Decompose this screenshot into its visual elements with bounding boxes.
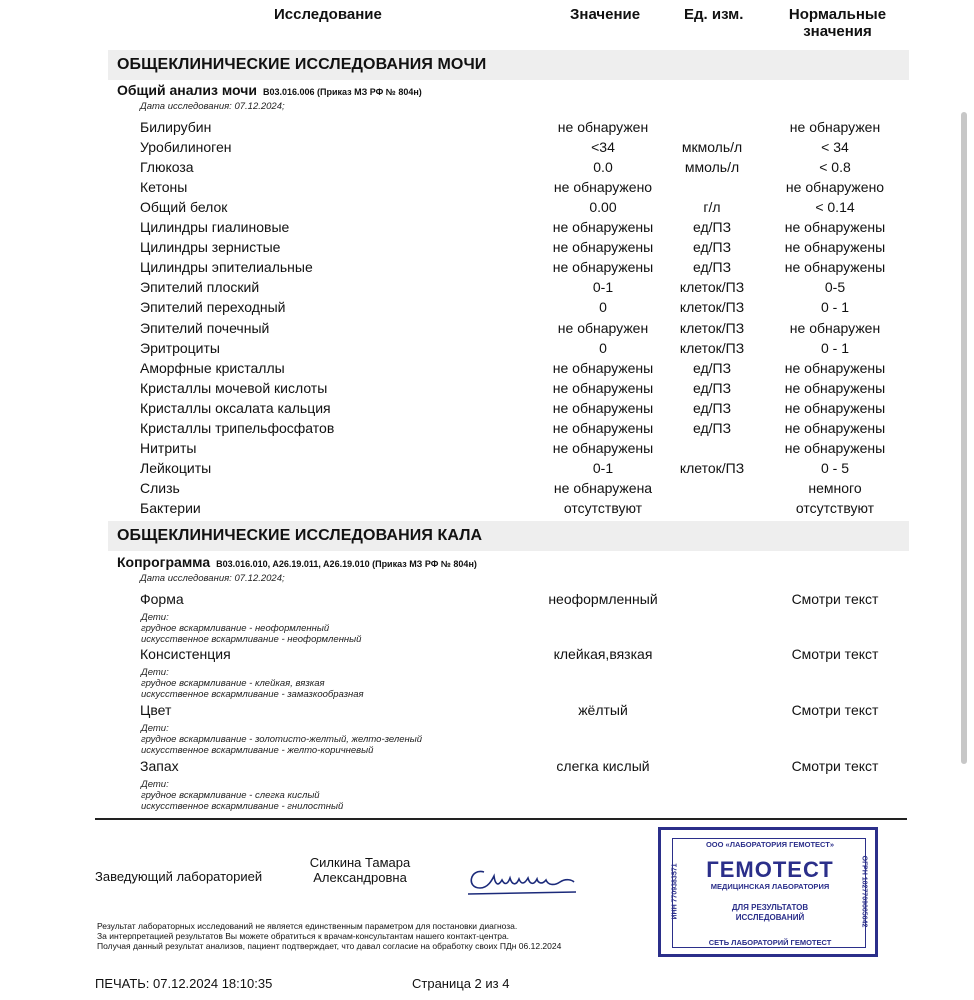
lab-stamp-inner-frame xyxy=(672,838,866,948)
stamp-top-text: ООО «ЛАБОРАТОРИЯ ГЕМОТЕСТ» xyxy=(705,840,835,849)
result-name: Эпителий плоский xyxy=(140,279,260,296)
result-name: Нитриты xyxy=(140,439,197,456)
result-norm: Смотри текст xyxy=(791,591,879,607)
result-value: клейкая,вязкая xyxy=(553,646,653,662)
urine-test-date: Дата исследования: 07.12.2024; xyxy=(140,101,285,112)
result-name: Эпителий почечный xyxy=(140,319,270,336)
result-note-line: Дети: xyxy=(141,612,169,623)
result-value: отсутствуют xyxy=(563,499,643,516)
stamp-subtitle: МЕДИЦИНСКАЯ ЛАБОРАТОРИЯ xyxy=(710,882,830,891)
result-unit: клеток/ПЗ xyxy=(679,279,745,296)
scrollbar[interactable] xyxy=(961,112,967,764)
stool-test-name: Копрограмма xyxy=(117,554,211,570)
result-note-line: Дети: xyxy=(141,667,169,678)
result-note-line: искусственное вскармливание - замазкообразная xyxy=(141,689,364,700)
result-name: Консистенция xyxy=(140,646,231,662)
disclaimer-line-2: За интерпретацией результатов Вы можете обратиться к врачам-консультантам нашего контакт-центра. xyxy=(97,931,510,941)
stamp-inn: ИНН 7709383571 xyxy=(671,863,679,920)
result-norm: Смотри текст xyxy=(791,646,879,662)
result-norm: не обнаружены xyxy=(784,439,886,456)
result-name: Запах xyxy=(140,758,179,774)
result-value: <34 xyxy=(591,139,615,156)
result-value: 0-1 xyxy=(592,279,614,296)
result-value: не обнаружены xyxy=(552,259,654,276)
result-value: не обнаружены xyxy=(552,399,654,416)
stamp-mid-1: ДЛЯ РЕЗУЛЬТАТОВ xyxy=(731,903,809,912)
result-norm: не обнаружены xyxy=(784,419,886,436)
result-name: Кристаллы оксалата кальция xyxy=(140,399,331,416)
result-unit: ед/ПЗ xyxy=(692,419,732,436)
result-name: Кетоны xyxy=(140,179,188,196)
result-name: Форма xyxy=(140,591,184,607)
result-value: 0 xyxy=(599,299,607,316)
result-name: Слизь xyxy=(140,479,180,496)
result-note-line: грудное вскармливание - неоформленный xyxy=(141,623,330,634)
result-note-line: искусственное вскармливание - неоформленный xyxy=(141,634,362,645)
result-value: 0.00 xyxy=(589,199,617,216)
result-name: Лейкоциты xyxy=(140,459,212,476)
table-row xyxy=(0,460,974,480)
table-row xyxy=(0,591,974,611)
result-name: Цилиндры гиалиновые xyxy=(140,219,290,236)
stamp-bottom-text: СЕТЬ ЛАБОРАТОРИЙ ГЕМОТЕСТ xyxy=(708,938,832,947)
stool-test-date: Дата исследования: 07.12.2024; xyxy=(140,573,285,584)
result-name: Бактерии xyxy=(140,499,201,516)
result-name: Цвет xyxy=(140,702,172,718)
print-timestamp: ПЕЧАТЬ: 07.12.2024 18:10:35 xyxy=(95,976,273,991)
table-row xyxy=(0,119,974,139)
table-row xyxy=(0,179,974,199)
table-row xyxy=(0,480,974,500)
head-of-lab-label: Заведующий лабораторией xyxy=(95,869,263,884)
table-row xyxy=(0,702,974,722)
result-name: Цилиндры зернистые xyxy=(140,239,281,256)
table-row xyxy=(0,380,974,400)
page-number: Страница 2 из 4 xyxy=(412,976,510,991)
result-value: жёлтый xyxy=(578,702,628,718)
result-norm: 0 - 1 xyxy=(820,299,849,316)
result-name: Эпителий переходный xyxy=(140,299,286,316)
section-urine-title: ОБЩЕКЛИНИЧЕСКИЕ ИССЛЕДОВАНИЯ МОЧИ xyxy=(108,50,909,80)
result-value: не обнаружены xyxy=(552,359,654,376)
result-norm: не обнаружен xyxy=(789,319,881,336)
result-norm: < 0.8 xyxy=(819,159,851,176)
result-norm: 0 - 1 xyxy=(820,339,849,356)
disclaimer-line-3: Получая данный результат анализов, пациент подтверждает, что давал согласие на обработку своих ПДн 06.12.2024 xyxy=(97,941,562,951)
result-value: не обнаружены xyxy=(552,219,654,236)
stool-test-title xyxy=(117,554,477,570)
table-row xyxy=(0,420,974,440)
result-name: Общий белок xyxy=(140,199,228,216)
table-row xyxy=(0,199,974,219)
section-stool-title: ОБЩЕКЛИНИЧЕСКИЕ ИССЛЕДОВАНИЯ КАЛА xyxy=(108,521,909,551)
result-name: Кристаллы трипельфосфатов xyxy=(140,419,335,436)
result-unit: клеток/ПЗ xyxy=(679,339,745,356)
result-unit: г/л xyxy=(703,199,721,216)
result-norm: не обнаружены xyxy=(784,259,886,276)
stamp-mid-2: ИССЛЕДОВАНИЙ xyxy=(735,913,805,922)
result-name: Аморфные кристаллы xyxy=(140,359,285,376)
result-norm: Смотри текст xyxy=(791,758,879,774)
result-value: не обнаружена xyxy=(553,479,653,496)
table-row xyxy=(0,646,974,666)
result-unit: клеток/ПЗ xyxy=(679,459,745,476)
footer-divider xyxy=(95,818,907,820)
result-value: не обнаружено xyxy=(553,179,653,196)
table-row xyxy=(0,340,974,360)
stool-test-code: B03.016.010, A26.19.011, A26.19.010 (Приказ МЗ РФ № 804н) xyxy=(216,559,477,569)
head-of-lab-name-2: Александровна xyxy=(313,870,407,885)
result-value: не обнаружены xyxy=(552,379,654,396)
header-norm-2: значения xyxy=(803,23,872,40)
result-name: Глюкоза xyxy=(140,159,194,176)
result-norm: < 0.14 xyxy=(815,199,855,216)
header-test: Исследование xyxy=(274,6,382,23)
result-note-line: грудное вскармливание - золотисто-желтый, желто-зеленый xyxy=(141,734,423,745)
result-norm: 0-5 xyxy=(824,279,846,296)
result-norm: не обнаружены xyxy=(784,359,886,376)
result-unit: ед/ПЗ xyxy=(692,239,732,256)
result-norm: не обнаружены xyxy=(784,219,886,236)
disclaimer-line-1: Результат лабораторных исследований не является единственным параметром для постановки диагноза. xyxy=(97,921,518,931)
urine-test-name: Общий анализ мочи xyxy=(117,82,257,98)
table-row xyxy=(0,440,974,460)
result-note-line: Дети: xyxy=(141,723,169,734)
stamp-brand: ГЕМОТЕСТ xyxy=(706,857,834,882)
result-norm: отсутствуют xyxy=(795,499,875,516)
table-row xyxy=(0,320,974,340)
table-row xyxy=(0,259,974,279)
result-norm: не обнаружены xyxy=(784,239,886,256)
result-note-line: грудное вскармливание - клейкая, вязкая xyxy=(141,678,325,689)
table-row xyxy=(0,400,974,420)
result-value: слегка кислый xyxy=(556,758,650,774)
result-unit: мкмоль/л xyxy=(681,139,743,156)
result-unit: клеток/ПЗ xyxy=(679,319,745,336)
table-row xyxy=(0,279,974,299)
result-norm: немного xyxy=(808,479,862,496)
result-value: 0.0 xyxy=(593,159,613,176)
result-value: не обнаружен xyxy=(557,319,649,336)
table-row xyxy=(0,219,974,239)
result-unit: ед/ПЗ xyxy=(692,379,732,396)
result-value: 0 xyxy=(599,339,607,356)
result-value: неоформленный xyxy=(548,591,658,607)
result-unit: клеток/ПЗ xyxy=(679,299,745,316)
result-note-line: искусственное вскармливание - гнилостный xyxy=(141,801,344,812)
result-name: Цилиндры эпителиальные xyxy=(140,259,313,276)
result-value: 0-1 xyxy=(592,459,614,476)
header-unit: Ед. изм. xyxy=(684,6,744,23)
result-norm: 0 - 5 xyxy=(820,459,849,476)
result-norm: Смотри текст xyxy=(791,702,879,718)
table-row xyxy=(0,360,974,380)
result-unit: ед/ПЗ xyxy=(692,259,732,276)
result-unit: ед/ПЗ xyxy=(692,399,732,416)
header-value: Значение xyxy=(570,6,641,23)
result-unit: ед/ПЗ xyxy=(692,359,732,376)
table-row xyxy=(0,500,974,520)
result-note-line: искусственное вскармливание - желто-коричневый xyxy=(141,745,374,756)
table-row xyxy=(0,758,974,778)
result-value: не обнаружены xyxy=(552,239,654,256)
result-norm: не обнаружены xyxy=(784,379,886,396)
urine-test-title xyxy=(117,82,422,98)
table-row xyxy=(0,239,974,259)
result-note-line: Дети: xyxy=(141,779,169,790)
header-norm-1: Нормальные xyxy=(788,6,887,23)
result-norm: не обнаружен xyxy=(789,119,881,135)
signature-image xyxy=(462,858,582,900)
result-name: Уробилиноген xyxy=(140,139,232,156)
urine-test-code: B03.016.006 (Приказ МЗ РФ № 804н) xyxy=(262,87,422,97)
result-norm: не обнаружено xyxy=(785,179,885,196)
result-note-line: грудное вскармливание - слегка кислый xyxy=(141,790,320,801)
table-row xyxy=(0,299,974,319)
table-row xyxy=(0,139,974,159)
result-unit: ммоль/л xyxy=(684,159,740,176)
result-name: Эритроциты xyxy=(140,339,220,356)
result-name: Билирубин xyxy=(140,119,212,135)
result-unit: ед/ПЗ xyxy=(692,219,732,236)
result-value: не обнаружены xyxy=(552,419,654,436)
result-value: не обнаружен xyxy=(557,119,649,135)
result-name: Кристаллы мочевой кислоты xyxy=(140,379,328,396)
result-norm: не обнаружены xyxy=(784,399,886,416)
head-of-lab-name-1: Силкина Тамара xyxy=(309,855,411,870)
result-norm: < 34 xyxy=(821,139,849,156)
stamp-ogrn: ОГРН 1027709005642 xyxy=(860,855,868,928)
result-value: не обнаружены xyxy=(552,439,654,456)
table-row xyxy=(0,159,974,179)
